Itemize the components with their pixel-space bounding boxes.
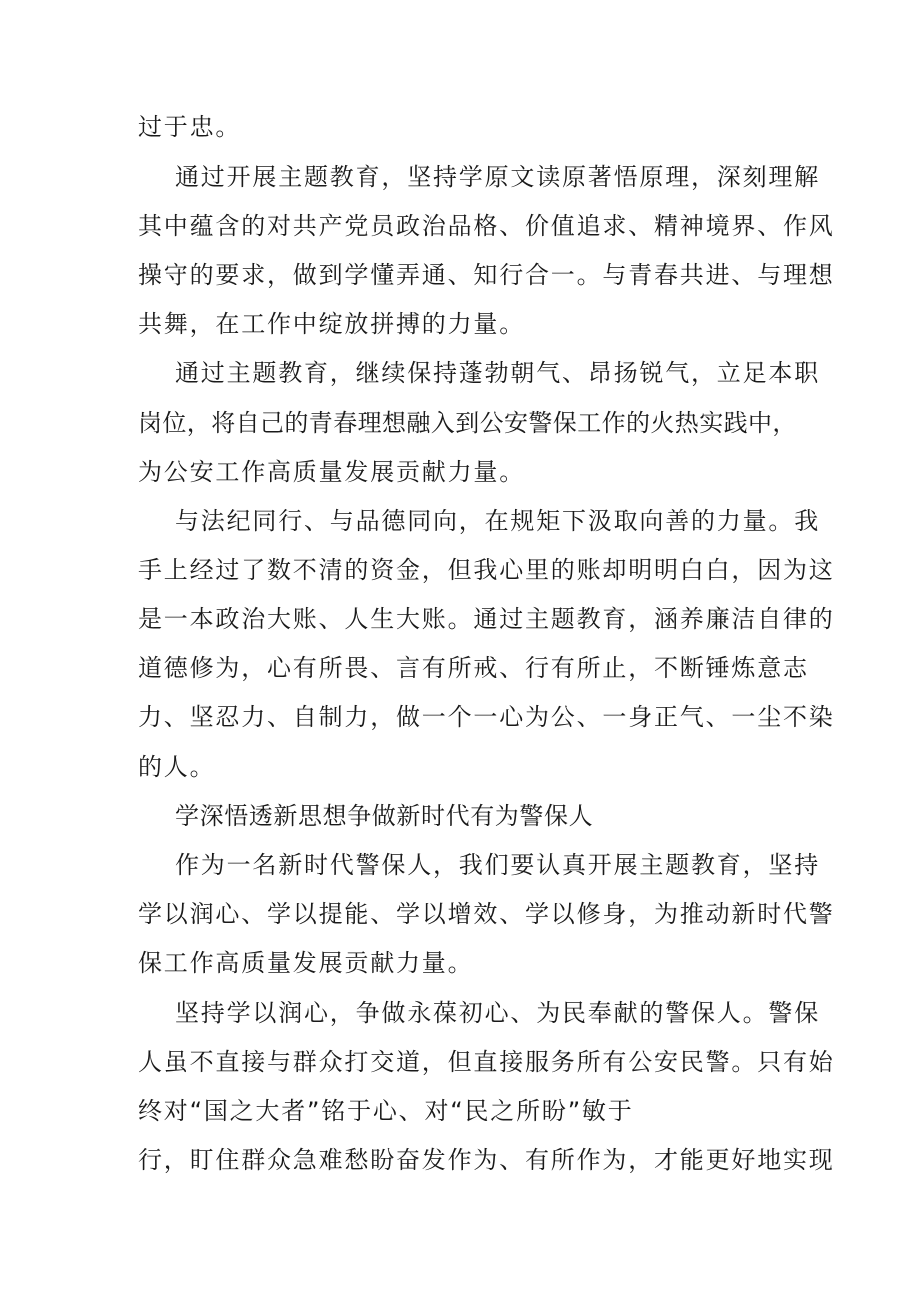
paragraph-start-line: 与法纪同行、与品德同向，在规矩下汲取向善的力量。我 (175, 507, 820, 535)
text-line: 力、坚忍力、自制力，做一个一心为公、一身正气、一尘不染 (138, 703, 835, 731)
text-line: 共舞，在工作中绽放拼搏的力量。 (138, 310, 525, 338)
text-line: 人虽不直接与群众打交道，但直接服务所有公安民警。只有始 (138, 1048, 835, 1076)
text-line: 的人。 (138, 753, 216, 781)
text-line: 操守的要求，做到学懂弄通、知行合一。与青春共进、与理想 (138, 261, 835, 289)
text-line: 过于忠。 (138, 113, 242, 141)
text-line: 保工作高质量发展贡献力量。 (138, 949, 474, 977)
paragraph-start-line: 坚持学以润心，争做永葆初心、为民奉献的警保人。警保 (175, 999, 820, 1027)
text-line: 学以润心、学以提能、学以增效、学以修身，为推动新时代警 (138, 900, 835, 928)
text-line: 道德修为，心有所畏、言有所戒、行有所止，不断锤炼意志 (138, 654, 809, 682)
paragraph-start-line: 作为一名新时代警保人，我们要认真开展主题教育，坚持 (175, 851, 820, 879)
text-line: 行，盯住群众急难愁盼奋发作为、有所作为，才能更好地实现 (138, 1146, 835, 1174)
text-line: 手上经过了数不清的资金，但我心里的账却明明白白，因为这 (138, 556, 835, 584)
text-line: 终对“国之大者”铭于心、对“民之所盼”敏于 (138, 1097, 634, 1125)
text-line: 其中蕴含的对共产党员政治品格、价值追求、精神境界、作风 (138, 212, 835, 240)
paragraph-start-line: 通过主题教育，继续保持蓬勃朝气、昂扬锐气，立足本职 (175, 359, 820, 387)
text-line: 是一本政治大账、人生大账。通过主题教育，涵养廉洁自律的 (138, 605, 835, 633)
paragraph-start-line: 通过开展主题教育，坚持学原文读原著悟原理，深刻理解 (175, 163, 820, 191)
text-line: 为公安工作高质量发展贡献力量。 (138, 458, 525, 486)
text-line: 岗位，将自己的青春理想融入到公安警保工作的火热实践中， (138, 409, 797, 437)
section-heading: 学深悟透新思想争做新时代有为警保人 (175, 802, 594, 830)
